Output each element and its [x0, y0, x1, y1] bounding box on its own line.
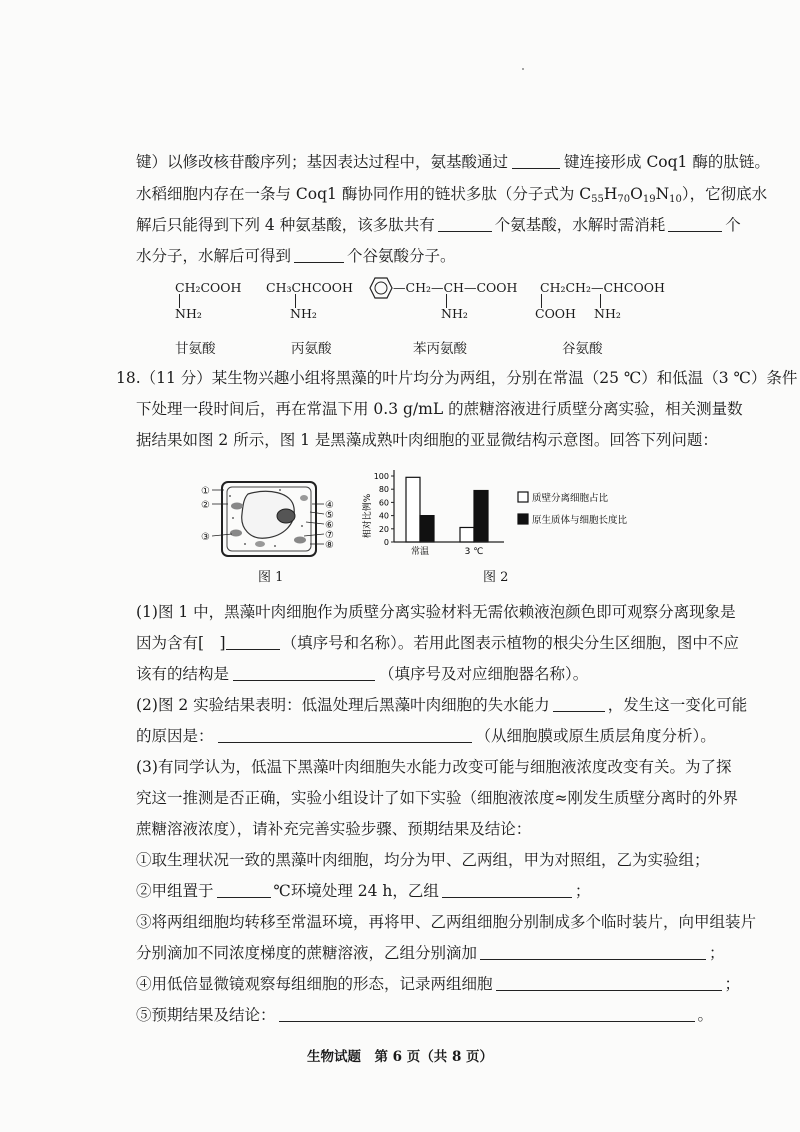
mitochondrion	[300, 495, 308, 501]
q17-line-2	[136, 184, 767, 210]
glutamate-formula-bottom: NH₂	[594, 306, 621, 321]
answer-blank-bond[interactable]	[512, 152, 560, 169]
chloroplast	[231, 503, 243, 510]
fig1-label-5: ⑤	[325, 510, 334, 521]
q18-text: ②甲组置于	[136, 882, 214, 900]
chart-y-tick-label: 100	[373, 472, 389, 481]
answer-blank-amino-count[interactable]	[438, 215, 492, 232]
q18-part1-line-2	[136, 633, 739, 653]
chart-bar-separation	[460, 527, 474, 542]
q18-intro-line-3: 据结果如图 2 所示，图 1 是黑藻成熟叶肉细胞的亚显微结构示意图。回答下列问题：	[136, 431, 718, 449]
answer-blank-structure[interactable]	[226, 633, 280, 650]
fig1-label-4: ④	[325, 500, 334, 511]
fig1-label-8: ⑧	[325, 540, 334, 551]
answer-blank-water-loss[interactable]	[553, 695, 605, 712]
glutamate-name: 谷氨酸	[562, 341, 603, 357]
fig1-label-7: ⑦	[325, 530, 334, 541]
figure-1-caption: 图 1	[258, 570, 284, 585]
q18-part1-line-1: (1)图 1 中，黑藻叶肉细胞作为质壁分离实验材料无需依赖液泡颜色即可观察分离现象是	[136, 603, 736, 621]
chart-y-tick-label: 60	[378, 498, 389, 508]
q17-line-1	[136, 152, 770, 172]
q17-line-3	[136, 215, 741, 235]
answer-blank-water-count[interactable]	[668, 215, 722, 232]
chart-y-tick-label: 0	[383, 538, 389, 547]
alanine-formula-bottom: NH₂	[290, 306, 317, 321]
formula-element: H	[603, 185, 618, 203]
step-3-line-2	[136, 943, 725, 963]
glutamate-formula-top: CH₂CH₂—CHCOOH	[540, 280, 665, 295]
chart-x-category-label: 常温	[410, 547, 430, 557]
figure-2-bar-chart	[360, 458, 660, 566]
q18-text: （从细胞膜或原生质层角度分析）。	[475, 727, 716, 745]
step-5	[136, 1005, 713, 1025]
chloroplast	[230, 530, 242, 537]
chart-bar-length-ratio	[420, 516, 434, 542]
formula-element: N	[655, 185, 670, 203]
q18-part2-line-1	[136, 695, 747, 715]
chart-y-tick-label: 20	[378, 524, 389, 534]
glycine-formula-bottom: NH₂	[175, 306, 202, 321]
step-2	[136, 881, 590, 901]
q17-text: 个氨基酸，水解时需消耗	[494, 216, 666, 234]
alanine-formula-top: CH₃CHCOOH	[266, 280, 353, 295]
chloroplast	[294, 537, 306, 544]
formula-subscript: 55	[591, 194, 604, 205]
answer-blank-record[interactable]	[496, 974, 722, 991]
answer-blank-organelle[interactable]	[233, 664, 375, 681]
fig1-label-6: ⑥	[325, 520, 334, 531]
chart-legend-label: 质壁分离细胞占比	[532, 493, 609, 504]
formula-subscript: 19	[642, 194, 656, 205]
chart-legend-label: 原生质体与细胞长度比	[532, 515, 628, 526]
page-footer: 生物试题 第 6 页（共 8 页）	[306, 1049, 494, 1065]
glycine-formula-top: CH₂COOH	[175, 280, 242, 295]
chart-bar-length-ratio	[474, 491, 488, 542]
fig1-label-2: ②	[201, 500, 210, 511]
figure-1-cell-diagram	[200, 478, 340, 560]
q18-part1-line-3	[136, 664, 588, 684]
q18-text: ；	[709, 944, 725, 962]
fig1-label-1: ①	[201, 486, 210, 497]
q18-text: （填序号和名称）。若用此图表示植物的根尖分生区细胞，图中不应	[281, 634, 739, 652]
answer-blank-temperature[interactable]	[217, 881, 271, 898]
q17-text: ），它彻底水	[681, 185, 768, 203]
q17-text: 解后只能得到下列 4 种氨基酸，该多肽共有	[136, 216, 435, 234]
answer-blank-reason[interactable]	[218, 726, 472, 743]
chart-x-category-label: 3 ℃	[464, 547, 484, 557]
nucleus	[277, 509, 295, 523]
q18-text: 该有的结构是	[136, 665, 230, 683]
scan-dot	[522, 68, 524, 70]
glycine-name: 甘氨酸	[175, 341, 216, 357]
fig1-label-3: ③	[201, 532, 210, 543]
q18-part3-line-3: 蔗糖溶液浓度），请补充完善实验步骤、预期结果及结论：	[136, 820, 532, 838]
q18-part3-line-1: (3)有同学认为，低温下黑藻叶肉细胞失水能力改变可能与细胞液浓度改变有关。为了探	[136, 758, 732, 776]
q17-text: 水稻细胞内存在一条与 Coq1 酶协同作用的链状多肽（分子式为 C	[136, 185, 592, 203]
q18-text: ，发生这一变化可能	[607, 696, 748, 714]
chart-bar-separation	[406, 477, 420, 542]
phenylalanine-formula-bottom: NH₂	[441, 306, 468, 321]
q18-part3-line-2: 究这一推测是否正确，实验小组设计了如下实验（细胞液浓度≈刚发生质壁分离时的外界	[136, 789, 738, 807]
benzene-ring-icon	[369, 277, 393, 299]
q17-text: 个	[725, 216, 741, 234]
chart-y-ticks	[374, 472, 394, 547]
q18-text: (2)图 2 实验结果表明：低温处理后黑藻叶肉细胞的失水能力	[136, 696, 550, 714]
q18-text: 因为含有[ ]	[136, 634, 226, 652]
formula-subscript: 10	[669, 194, 682, 205]
step-3-line-1: ③将两组细胞均转移至常温环境，再将甲、乙两组细胞分别制成多个临时装片，向甲组装片	[136, 913, 757, 931]
formula-subscript: 70	[617, 194, 631, 205]
phenylalanine-formula-top: —CH₂—CH—COOH	[393, 280, 518, 295]
q17-text: 水分子，水解后可得到	[136, 247, 292, 265]
answer-blank-conclusion[interactable]	[279, 1005, 695, 1022]
q18-part2-line-2	[136, 726, 716, 746]
answer-blank-solution[interactable]	[480, 943, 706, 960]
alanine-name: 丙氨酸	[291, 341, 332, 357]
chart-y-tick-label: 80	[378, 485, 389, 495]
q17-text: 个谷氨酸分子。	[347, 247, 456, 265]
q18-text: ；	[574, 882, 591, 900]
chart-y-tick-label: 40	[378, 511, 389, 521]
q18-text: ℃环境处理 24 h，乙组	[273, 882, 439, 900]
chart-x-categories	[411, 545, 483, 557]
chart-legend-swatch	[518, 492, 528, 502]
q18-intro-line-1: 18.（11 分）某生物兴趣小组将黑藻的叶片均分为两组，分别在常温（25 ℃）和低温（3 ℃）条件	[116, 369, 798, 387]
q17-text: 键连接形成 Coq1 酶的肽链。	[564, 153, 770, 171]
figure-2-caption: 图 2	[483, 570, 509, 585]
q18-intro-line-2: 下处理一段时间后，再在常温下用 0.3 g/mL 的蔗糖溶液进行质壁分离实验，相关测量数	[136, 400, 743, 418]
formula-element: O	[630, 185, 643, 203]
step-1: ①取生理状况一致的黑藻叶肉细胞，均分为甲、乙两组，甲为对照组，乙为实验组；	[136, 851, 710, 869]
chart-y-axis-label: 相对比例%	[363, 493, 373, 539]
glutamate-formula-side: COOH	[535, 306, 576, 321]
q18-text: ；	[724, 975, 741, 993]
chart-bars	[406, 477, 488, 542]
mitochondrion	[255, 541, 265, 547]
q18-text: 。	[697, 1006, 714, 1024]
q18-text: （填序号及对应细胞器名称）。	[379, 665, 589, 683]
q18-text: ④用低倍显微镜观察每组细胞的形态，记录两组细胞	[136, 975, 493, 993]
phenylalanine-name: 苯丙氨酸	[413, 341, 467, 357]
q18-text: ⑤预期结果及结论：	[136, 1006, 276, 1024]
q17-line-4	[136, 246, 456, 266]
chart-legend-swatch	[518, 514, 528, 524]
q18-text: 的原因是：	[136, 727, 214, 745]
answer-blank-glutamate-count[interactable]	[294, 246, 344, 263]
answer-blank-group-b[interactable]	[442, 881, 572, 898]
chart-legend	[518, 492, 628, 526]
q17-text: 键）以修改核苷酸序列；基因表达过程中，氨基酸通过	[136, 153, 509, 171]
q18-text: 分别滴加不同浓度梯度的蔗糖溶液，乙组分别滴加	[136, 944, 478, 962]
step-4	[136, 974, 740, 994]
